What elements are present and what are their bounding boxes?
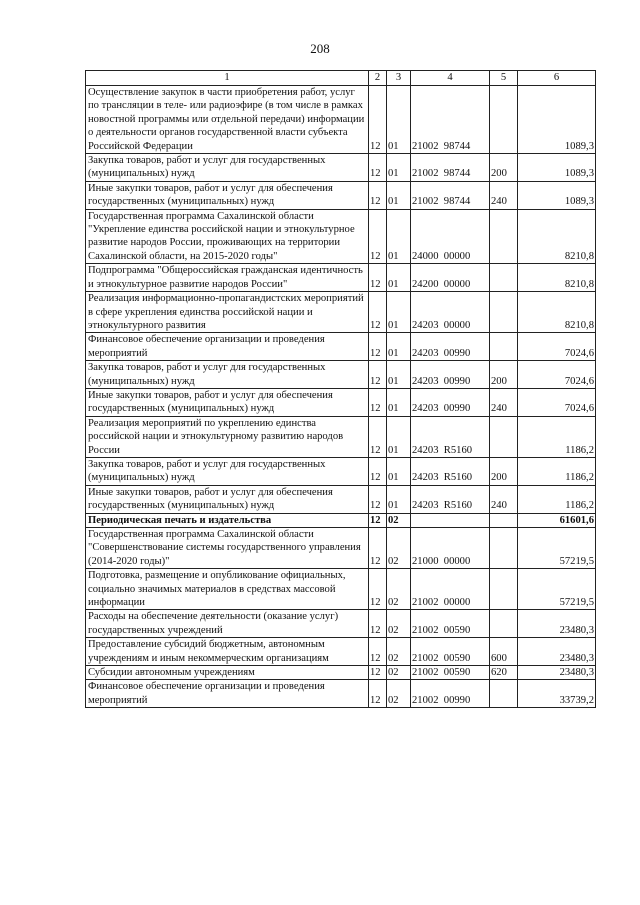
row-subsection: 01: [387, 181, 411, 209]
table-row: [86, 569, 596, 610]
row-expense-type: [490, 333, 518, 361]
row-amount: 23480,3: [518, 638, 596, 666]
row-amount: 1186,2: [518, 457, 596, 485]
table-row: [86, 264, 596, 292]
row-target-code: [411, 513, 490, 527]
row-target-code: 21002 00990: [411, 680, 490, 708]
table-row: [86, 680, 596, 708]
row-section: 12: [369, 528, 387, 569]
row-amount: 1089,3: [518, 181, 596, 209]
table-row: [86, 610, 596, 638]
row-expense-type: 240: [490, 485, 518, 513]
table-row: [86, 181, 596, 209]
row-expense-type: [490, 264, 518, 292]
row-target-code: 24203 R5160: [411, 416, 490, 457]
row-expense-type: [490, 528, 518, 569]
row-name: Закупка товаров, работ и услуг для государственных (муниципальных) нужд: [86, 154, 369, 182]
row-name: Иные закупки товаров, работ и услуг для обеспечения государственных (муниципальных) нужд: [86, 181, 369, 209]
table-row: [86, 513, 596, 527]
row-subsection: 02: [387, 528, 411, 569]
row-amount: 33739,2: [518, 680, 596, 708]
column-header-1: 1: [86, 71, 369, 86]
row-expense-type: [490, 680, 518, 708]
row-target-code: 24203 00990: [411, 388, 490, 416]
row-name: Предоставление субсидий бюджетным, автономным учреждениям и иным некоммерческим организациям: [86, 638, 369, 666]
row-name: Подготовка, размещение и опубликование официальных, социально значимых материалов в средствах массовой информации: [86, 569, 369, 610]
row-subsection: 02: [387, 680, 411, 708]
row-subsection: 01: [387, 333, 411, 361]
row-expense-type: 240: [490, 181, 518, 209]
row-subsection: 02: [387, 513, 411, 527]
table-row: [86, 416, 596, 457]
row-expense-type: [490, 209, 518, 264]
row-section: 12: [369, 513, 387, 527]
row-section: 12: [369, 638, 387, 666]
row-amount: 1186,2: [518, 416, 596, 457]
row-section: 12: [369, 86, 387, 154]
table-row: [86, 209, 596, 264]
table-row: [86, 528, 596, 569]
table-row: [86, 638, 596, 666]
row-target-code: 24203 00990: [411, 333, 490, 361]
column-header-6: 6: [518, 71, 596, 86]
row-amount: 23480,3: [518, 666, 596, 680]
row-name: Финансовое обеспечение организации и проведения мероприятий: [86, 333, 369, 361]
row-subsection: 01: [387, 209, 411, 264]
row-target-code: 24203 R5160: [411, 457, 490, 485]
row-amount: 7024,6: [518, 361, 596, 389]
row-subsection: 01: [387, 86, 411, 154]
column-header-5: 5: [490, 71, 518, 86]
row-target-code: 21002 00590: [411, 638, 490, 666]
row-name: Субсидии автономным учреждениям: [86, 666, 369, 680]
row-subsection: 02: [387, 638, 411, 666]
row-target-code: 21002 98744: [411, 181, 490, 209]
table-row: [86, 333, 596, 361]
row-section: 12: [369, 181, 387, 209]
row-section: 12: [369, 416, 387, 457]
row-name: Иные закупки товаров, работ и услуг для обеспечения государственных (муниципальных) нужд: [86, 388, 369, 416]
row-name: Государственная программа Сахалинской области "Совершенствование системы государственного управления (2014-2020 годы)": [86, 528, 369, 569]
row-subsection: 02: [387, 569, 411, 610]
row-target-code: 21002 00590: [411, 610, 490, 638]
table-row: [86, 86, 596, 154]
row-expense-type: 200: [490, 361, 518, 389]
row-subsection: 01: [387, 388, 411, 416]
row-name: Реализация информационно-пропагандистских мероприятий в сфере укрепления единства российской нации и этнокультурного развития: [86, 292, 369, 333]
row-name: Закупка товаров, работ и услуг для государственных (муниципальных) нужд: [86, 361, 369, 389]
row-expense-type: [490, 610, 518, 638]
table-row: [86, 361, 596, 389]
row-expense-type: 200: [490, 154, 518, 182]
row-expense-type: [490, 416, 518, 457]
table-row: [86, 485, 596, 513]
row-target-code: 24203 R5160: [411, 485, 490, 513]
row-subsection: 02: [387, 610, 411, 638]
row-subsection: 01: [387, 154, 411, 182]
row-section: 12: [369, 292, 387, 333]
row-section: 12: [369, 333, 387, 361]
row-subsection: 01: [387, 361, 411, 389]
row-target-code: 24000 00000: [411, 209, 490, 264]
row-section: 12: [369, 680, 387, 708]
column-header-2: 2: [369, 71, 387, 86]
row-section: 12: [369, 361, 387, 389]
row-target-code: 24203 00990: [411, 361, 490, 389]
row-name: Закупка товаров, работ и услуг для государственных (муниципальных) нужд: [86, 457, 369, 485]
row-amount: 8210,8: [518, 292, 596, 333]
row-expense-type: [490, 86, 518, 154]
table-row: [86, 666, 596, 680]
row-name: Осуществление закупок в части приобретения работ, услуг по трансляции в теле- или радиоэфире (в том числе в рамках новостной программы или отдельной передачи) информации о деятельности органов государственной власти субъекта Российской Федерации: [86, 86, 369, 154]
row-name: Реализация мероприятий по укреплению единства российской нации и этнокультурному развитию народов России: [86, 416, 369, 457]
row-subsection: 01: [387, 416, 411, 457]
row-name: Финансовое обеспечение организации и проведения мероприятий: [86, 680, 369, 708]
row-section: 12: [369, 388, 387, 416]
page-number: 208: [310, 41, 330, 56]
row-section: 12: [369, 666, 387, 680]
row-amount: 1089,3: [518, 154, 596, 182]
row-target-code: 21002 98744: [411, 154, 490, 182]
row-name: Государственная программа Сахалинской области "Укрепление единства российской нации и этнокультурное развитие народов России, проживающих на территории Сахалинской области, на 2015-2020 годы": [86, 209, 369, 264]
row-subsection: 01: [387, 457, 411, 485]
row-section: 12: [369, 264, 387, 292]
row-section: 12: [369, 154, 387, 182]
column-header-3: 3: [387, 71, 411, 86]
row-name: Расходы на обеспечение деятельности (оказание услуг) государственных учреждений: [86, 610, 369, 638]
column-header-4: 4: [411, 71, 490, 86]
row-amount: 57219,5: [518, 569, 596, 610]
row-amount: 61601,6: [518, 513, 596, 527]
row-name: Подпрограмма "Общероссийская гражданская идентичность и этнокультурное развитие народов России": [86, 264, 369, 292]
row-section: 12: [369, 485, 387, 513]
row-expense-type: 240: [490, 388, 518, 416]
row-target-code: 21000 00000: [411, 528, 490, 569]
row-expense-type: [490, 513, 518, 527]
row-subsection: 01: [387, 264, 411, 292]
row-section: 12: [369, 569, 387, 610]
row-amount: 57219,5: [518, 528, 596, 569]
budget-table: [85, 70, 596, 708]
row-subsection: 01: [387, 485, 411, 513]
row-subsection: 01: [387, 292, 411, 333]
row-expense-type: 600: [490, 638, 518, 666]
row-section: 12: [369, 209, 387, 264]
row-target-code: 24200 00000: [411, 264, 490, 292]
row-expense-type: 620: [490, 666, 518, 680]
row-target-code: 21002 00590: [411, 666, 490, 680]
row-target-code: 21002 98744: [411, 86, 490, 154]
row-section: 12: [369, 610, 387, 638]
row-amount: 8210,8: [518, 209, 596, 264]
row-amount: 7024,6: [518, 388, 596, 416]
header-row: [86, 71, 596, 86]
row-expense-type: 200: [490, 457, 518, 485]
row-amount: 8210,8: [518, 264, 596, 292]
row-amount: 23480,3: [518, 610, 596, 638]
row-expense-type: [490, 569, 518, 610]
table-row: [86, 154, 596, 182]
row-expense-type: [490, 292, 518, 333]
row-amount: 1186,2: [518, 485, 596, 513]
row-target-code: 21002 00000: [411, 569, 490, 610]
row-subsection: 02: [387, 666, 411, 680]
row-name: Иные закупки товаров, работ и услуг для обеспечения государственных (муниципальных) нужд: [86, 485, 369, 513]
table-row: [86, 388, 596, 416]
row-section: 12: [369, 457, 387, 485]
table-row: [86, 292, 596, 333]
row-amount: 1089,3: [518, 86, 596, 154]
table-row: [86, 457, 596, 485]
row-name: Периодическая печать и издательства: [86, 513, 369, 527]
row-target-code: 24203 00000: [411, 292, 490, 333]
row-amount: 7024,6: [518, 333, 596, 361]
